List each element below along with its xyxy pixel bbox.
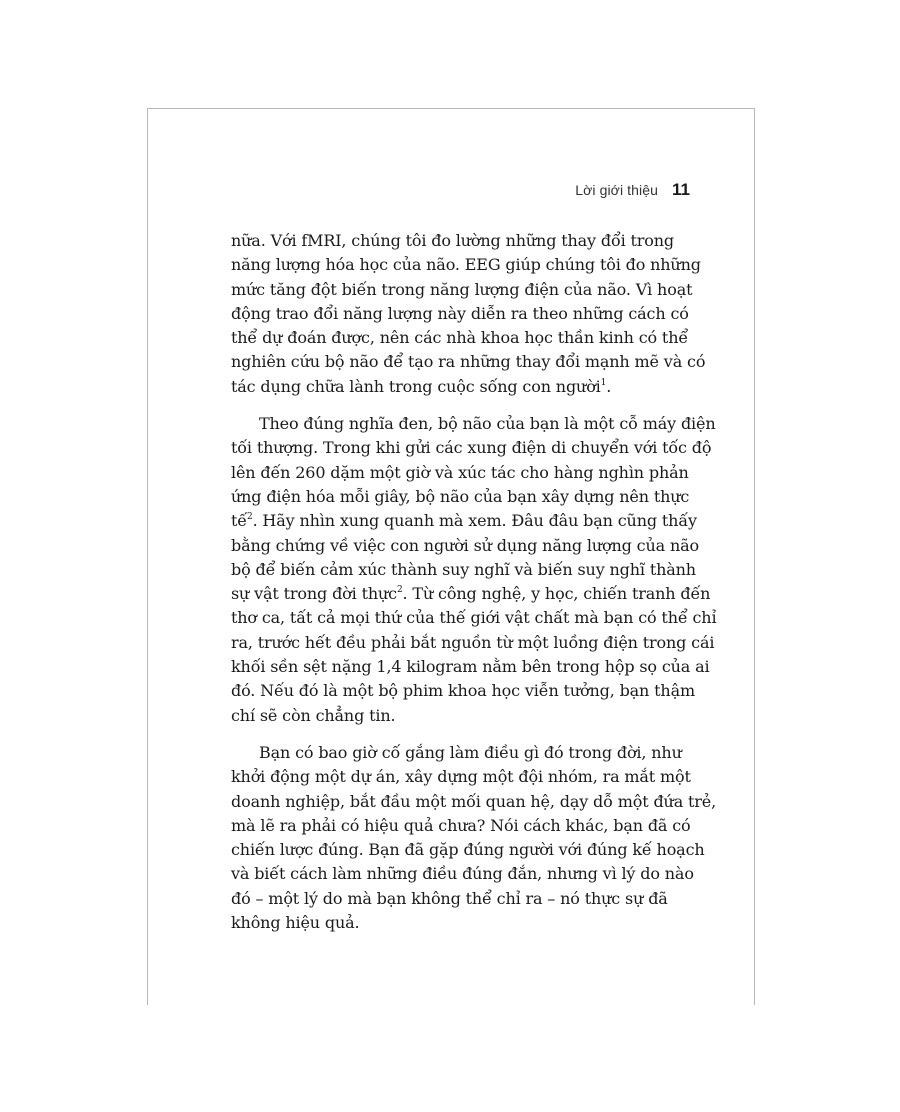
text-line: nữa. Với fMRI, chúng tôi đo lường những thay đổi trong [231, 231, 675, 250]
text-line: mà lẽ ra phải có hiệu quả chưa? Nói cách khác, bạn đã có [231, 815, 691, 835]
text-line: nghiên cứu bộ não để tạo ra những thay đổi mạnh mẽ và có [231, 352, 706, 372]
text-line: mức tăng đột biến trong năng lượng điện của não. Vì hoạt [231, 279, 693, 299]
text-segment: . Hãy nhìn xung quanh mà xem. Đâu đâu bạn cũng thấy [252, 511, 697, 531]
text-line [231, 582, 711, 606]
text-line: đó. Nếu đó là một bộ phim khoa học viễn tưởng, bạn thậm [231, 681, 695, 701]
paragraph-2 [231, 412, 717, 728]
text-segment: . [606, 376, 612, 396]
text-line: không hiệu quả. [231, 913, 360, 933]
text-line: bộ để biến cảm xúc thành suy nghĩ và biến suy nghĩ thành [231, 559, 696, 579]
page-number: 11 [672, 180, 690, 199]
footnote-marker: 2 [246, 512, 253, 523]
body-text [231, 229, 717, 948]
text-line: Bạn có bao giờ cố gắng làm điều gì đó trong đời, như [259, 742, 682, 762]
text-line: ra, trước hết đều phải bắt nguồn từ một luồng điện trong cái [231, 632, 715, 652]
text-line: chí sẽ còn chẳng tin. [231, 705, 396, 725]
text-segment: . Từ công nghệ, y học, chiến tranh đến [402, 584, 711, 604]
text-line: lên đến 260 dặm một giờ và xúc tác cho hàng nghìn phản [231, 462, 689, 482]
text-line [231, 375, 657, 399]
text-line: đó – một lý do mà bạn không thể chỉ ra – nó thực sự đã [231, 888, 668, 908]
running-header [575, 180, 690, 200]
running-title: Lời giới thiệu [575, 182, 659, 198]
text-line: khối sền sệt nặng 1,4 kilogram nằm bên trong hộp sọ của ai [231, 657, 710, 677]
text-segment: tế [231, 511, 247, 531]
paragraph-3 [231, 741, 717, 935]
book-page [147, 108, 755, 1005]
text-line: Theo đúng nghĩa đen, bộ não của bạn là một cỗ máy điện [259, 414, 716, 434]
text-segment: sự vật trong đời thực [231, 584, 397, 604]
text-line: bằng chứng về việc con người sử dụng năng lượng của não [231, 535, 699, 555]
footnote-marker: 1 [600, 377, 607, 388]
text-line [231, 509, 697, 533]
text-line: chiến lược đúng. Bạn đã gặp đúng người với đúng kế hoạch [231, 840, 705, 860]
text-line: tối thượng. Trong khi gửi các xung điện di chuyển với tốc độ [231, 438, 712, 458]
footnote-marker: 2 [396, 585, 403, 596]
text-line: ứng điện hóa mỗi giây, bộ não của bạn xây dựng nên thực [231, 486, 690, 506]
paragraph-1 [231, 229, 706, 399]
text-line: khởi động một dự án, xây dựng một đội nhóm, ra mắt một [231, 767, 691, 787]
text-line: doanh nghiệp, bắt đầu một mối quan hệ, dạy dỗ một đứa trẻ, [231, 791, 717, 811]
text-line: và biết cách làm những điều đúng đắn, nhưng vì lý do nào [231, 864, 694, 884]
text-segment: tác dụng chữa lành trong cuộc sống con người [231, 376, 601, 396]
text-line: thơ ca, tất cả mọi thứ của thế giới vật chất mà bạn có thể chỉ [231, 608, 717, 628]
text-line: động trao đổi năng lượng này diễn ra theo những cách có [231, 303, 689, 323]
text-line: năng lượng hóa học của não. EEG giúp chúng tôi đo những [231, 255, 701, 275]
text-line: thể dự đoán được, nên các nhà khoa học thần kinh có thể [231, 328, 689, 348]
